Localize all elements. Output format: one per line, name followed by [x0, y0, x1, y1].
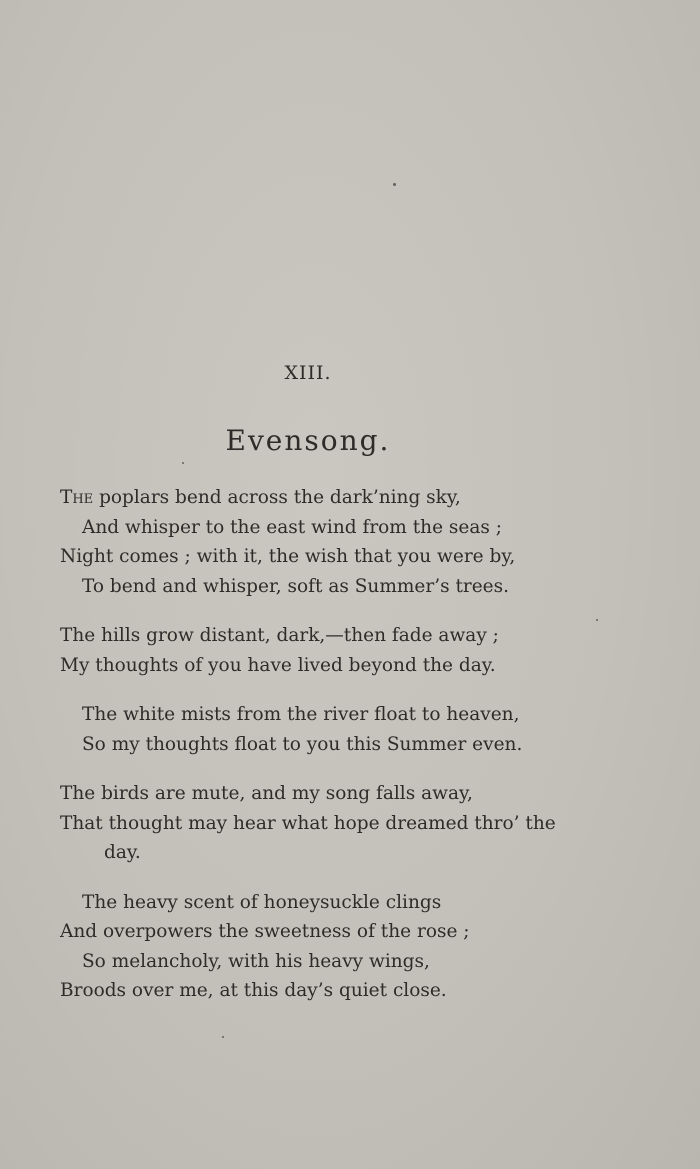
- poem-line: The heavy scent of honeysuckle clings: [82, 891, 442, 913]
- paper-speck: [222, 1036, 224, 1038]
- stanza-1: [60, 483, 580, 601]
- stanza-3: [60, 700, 580, 759]
- poem-body: [60, 483, 580, 1026]
- poem-line: That thought may hear what hope dreamed thro’ the: [60, 812, 556, 834]
- poem-number: XIII.: [284, 362, 332, 384]
- paper-speck: [596, 619, 598, 621]
- poem-line: Broods over me, at this day’s quiet close.: [60, 980, 447, 1001]
- paper-speck: [182, 462, 184, 464]
- paper-speck: [393, 183, 396, 186]
- stanza-2: [60, 621, 580, 680]
- poem-line-text: poplars bend across the dark’ning sky,: [99, 487, 461, 508]
- poem-line: [60, 483, 580, 513]
- poem-line: So my thoughts float to you this Summer even.: [82, 733, 523, 755]
- drop-word: The: [60, 487, 94, 508]
- poem-line: And whisper to the east wind from the seas ;: [82, 516, 502, 538]
- poem-line: Night comes ; with it, the wish that you were by,: [60, 546, 516, 567]
- poem-line: day.: [104, 842, 141, 863]
- poem-line: My thoughts of you have lived beyond the day.: [60, 654, 496, 676]
- poem-line: The birds are mute, and my song falls away,: [60, 783, 473, 804]
- poem-line: The white mists from the river float to heaven,: [82, 704, 520, 725]
- poem-line: The hills grow distant, dark,—then fade away ;: [60, 625, 499, 646]
- poem-title: Evensong.: [225, 424, 391, 457]
- poem-line: To bend and whisper, soft as Summer’s trees.: [82, 575, 510, 597]
- poem-line: And overpowers the sweetness of the rose ;: [60, 921, 470, 942]
- stanza-5: [60, 888, 580, 1006]
- poem-line: So melancholy, with his heavy wings,: [82, 950, 430, 972]
- stanza-4: [60, 779, 580, 868]
